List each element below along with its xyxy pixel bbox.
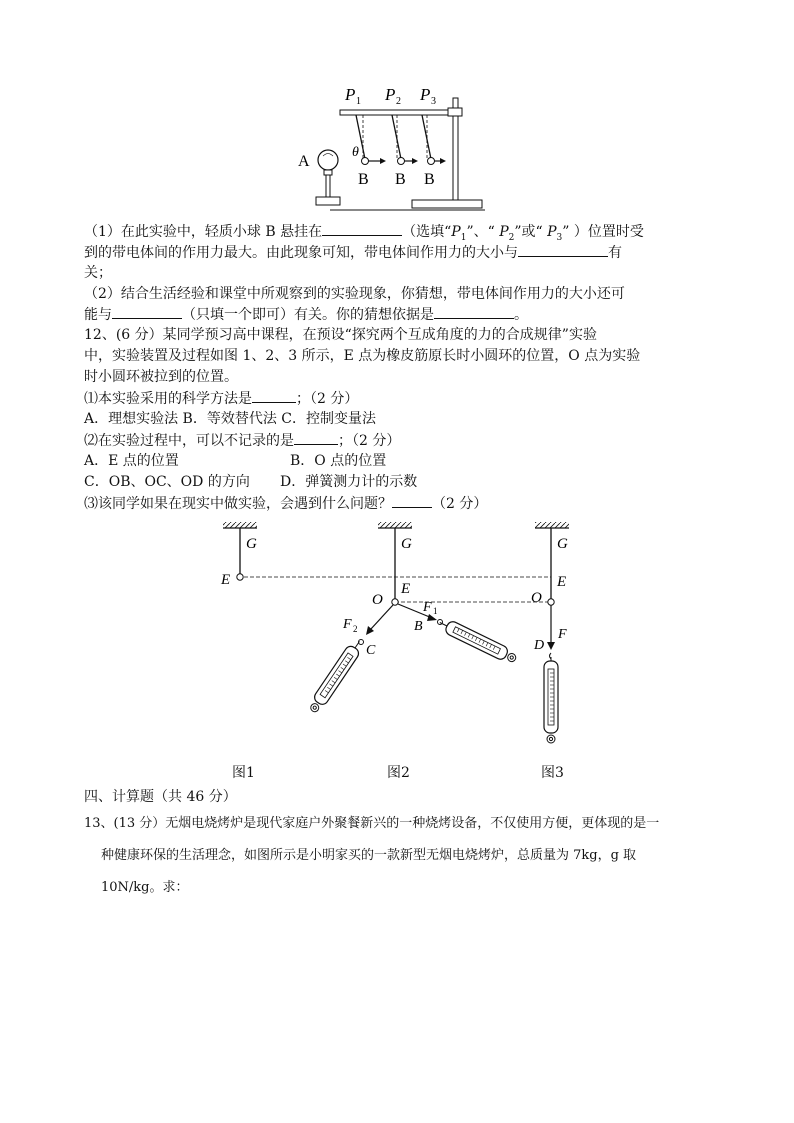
q11-p3-sub: 3 bbox=[556, 232, 563, 243]
q11-text: ”或“ bbox=[514, 224, 548, 240]
spring-scale-vertical bbox=[544, 657, 558, 743]
q12-text: ；（2 分） bbox=[296, 391, 359, 407]
label-e-2: E bbox=[401, 581, 411, 597]
q12-option-c: C．OB、OC、OD 的方向 bbox=[84, 474, 250, 490]
label-d: D bbox=[534, 638, 545, 653]
ceiling-1 bbox=[223, 522, 257, 528]
answer-blank-2[interactable] bbox=[518, 242, 608, 257]
caption-fig2: 图2 bbox=[387, 765, 410, 781]
ring-o-fig3 bbox=[548, 599, 554, 605]
spring-scale-left bbox=[307, 637, 366, 714]
q11-line3 bbox=[84, 263, 704, 283]
q11-p2-sub: 2 bbox=[508, 232, 515, 243]
q11-line5 bbox=[84, 304, 704, 325]
q12-text: 时小圆环被拉到的位置。 bbox=[84, 369, 238, 385]
q12-line3 bbox=[84, 367, 704, 387]
q11-text: 能与 bbox=[84, 307, 112, 323]
q13-text: 种健康环保的生活理念，如图所示是小明家买的一款新型无烟电烧烤炉，总质量为 7kg，g 取 bbox=[101, 848, 637, 863]
label-f-3: F bbox=[558, 627, 567, 642]
q12-option-a: A．E 点的位置 bbox=[84, 453, 179, 469]
label-g-3: G bbox=[557, 536, 568, 552]
label-b-2: B bbox=[395, 171, 406, 188]
label-p2: P bbox=[385, 85, 396, 104]
ring-e-fig1 bbox=[237, 574, 243, 580]
support-bar bbox=[340, 110, 460, 115]
label-theta: θ bbox=[352, 145, 359, 160]
q11-line4 bbox=[84, 284, 704, 304]
label-p1-sub: 1 bbox=[356, 96, 361, 107]
ball-b-2 bbox=[398, 158, 405, 165]
label-g-2: G bbox=[401, 536, 412, 552]
electrostatics-figure bbox=[290, 80, 490, 215]
answer-blank-7[interactable] bbox=[392, 493, 432, 508]
q11-text: ”、“ bbox=[466, 224, 500, 240]
q11-text: （1）在此实验中，轻质小球 B 悬挂在 bbox=[84, 224, 323, 240]
q11-text: ” ）位置时受 bbox=[562, 224, 644, 240]
label-f2: F bbox=[343, 617, 352, 632]
label-e-1: E bbox=[221, 572, 231, 588]
label-a: A bbox=[298, 153, 310, 170]
q11-text: 关； bbox=[84, 265, 112, 281]
answer-blank-6[interactable] bbox=[294, 430, 338, 445]
force-composition-figure bbox=[215, 518, 595, 763]
q11-p3: P bbox=[547, 224, 557, 240]
q11-text: （选填“ bbox=[402, 224, 452, 240]
q13-text: 10N/kg。求： bbox=[101, 880, 189, 895]
q12-option-d: D．弹簧测力计的示数 bbox=[280, 474, 418, 490]
q12-text: 中，实验装置及过程如图 1、2、3 所示，E 点为橡皮筋原长时小圆环的位置，O 点为实验 bbox=[84, 348, 641, 364]
label-p2-sub: 2 bbox=[396, 96, 401, 107]
label-f2-sub: 2 bbox=[353, 624, 358, 634]
label-o-2: O bbox=[372, 592, 383, 608]
label-c: C bbox=[366, 643, 376, 658]
q12-options: A．理想实验法 B．等效替代法 C．控制变量法 bbox=[84, 411, 377, 427]
q12-line2 bbox=[84, 346, 704, 366]
q11-p2: P bbox=[499, 224, 509, 240]
label-p1: P bbox=[345, 85, 356, 104]
label-f1: F bbox=[423, 600, 432, 615]
q12-sub2 bbox=[84, 430, 704, 451]
q12-sub1-options bbox=[84, 409, 704, 429]
q12-text: ⑶该同学如果在现实中做实验，会遇到什么问题？ bbox=[84, 496, 392, 512]
thread-p3 bbox=[422, 115, 431, 159]
stand-base bbox=[412, 200, 482, 208]
q11-p1: P bbox=[451, 224, 461, 240]
q12-text: 12、(6 分）某同学预习高中课程，在预设“探究两个互成角度的力的合成规律”实验 bbox=[84, 327, 597, 343]
label-f1-sub: 1 bbox=[433, 606, 438, 616]
section-title-text: 四、计算题（共 46 分） bbox=[84, 789, 237, 805]
label-b-1: B bbox=[358, 171, 369, 188]
answer-blank-3[interactable] bbox=[112, 304, 182, 319]
q11-line2 bbox=[84, 242, 704, 263]
q12-sub1 bbox=[84, 388, 704, 409]
label-p3-sub: 3 bbox=[431, 96, 436, 107]
ceiling-2 bbox=[378, 522, 412, 528]
q12-text: ⑵在实验过程中，可以不记录的是 bbox=[84, 433, 294, 449]
label-g-1: G bbox=[246, 536, 257, 552]
answer-blank-4[interactable] bbox=[434, 304, 514, 319]
q12-sub3 bbox=[84, 493, 704, 514]
q13-line1 bbox=[84, 814, 704, 834]
q11-text: （2）结合生活经验和课堂中所观察到的实验现象，你猜想，带电体间作用力的大小还可 bbox=[84, 286, 625, 302]
caption-fig1: 图1 bbox=[232, 765, 255, 781]
label-b-3: B bbox=[424, 171, 435, 188]
spring-scale-right bbox=[437, 616, 519, 665]
caption-fig3: 图3 bbox=[541, 765, 564, 781]
sphere-a bbox=[318, 150, 338, 170]
q12-option-b: B．O 点的位置 bbox=[290, 453, 387, 469]
q12-sub2-options-ab bbox=[84, 451, 704, 471]
sphere-a-base bbox=[316, 197, 340, 205]
q11-text: （只填一个即可）有关。你的猜想依据是 bbox=[182, 307, 434, 323]
answer-blank-5[interactable] bbox=[252, 388, 296, 403]
q12-sub2-options-cd bbox=[84, 472, 704, 492]
q12-text: （2 分） bbox=[432, 496, 488, 512]
label-e-3: E bbox=[557, 574, 567, 590]
q11-text: 。 bbox=[514, 307, 528, 323]
answer-blank-1[interactable] bbox=[322, 221, 402, 236]
label-p3: P bbox=[420, 85, 431, 104]
q12-line1 bbox=[84, 325, 704, 345]
q11-text: 有 bbox=[608, 245, 622, 261]
ball-b-3 bbox=[428, 158, 435, 165]
q11-p1-sub: 1 bbox=[460, 232, 467, 243]
q13-line2 bbox=[101, 846, 721, 866]
stand-clamp bbox=[448, 108, 462, 116]
q13-line3 bbox=[101, 878, 721, 898]
q11-text: 到的带电体间的作用力最大。由此现象可知，带电体间作用力的大小与 bbox=[84, 245, 518, 261]
ceiling-3 bbox=[535, 522, 569, 528]
ring-o-fig2 bbox=[392, 599, 398, 605]
thread-p2 bbox=[392, 115, 401, 159]
q12-text: ⑴本实验采用的科学方法是 bbox=[84, 391, 252, 407]
q13-text: 13、(13 分）无烟电烧烤炉是现代家庭户外聚餐新兴的一种烧烤设备，不仅使用方便，更体现的是一 bbox=[84, 816, 660, 831]
ball-b-1 bbox=[362, 158, 369, 165]
section-4-title bbox=[84, 787, 704, 807]
q12-text: ；（2 分） bbox=[338, 433, 401, 449]
label-o-3: O bbox=[531, 590, 542, 606]
label-b: B bbox=[414, 619, 423, 634]
